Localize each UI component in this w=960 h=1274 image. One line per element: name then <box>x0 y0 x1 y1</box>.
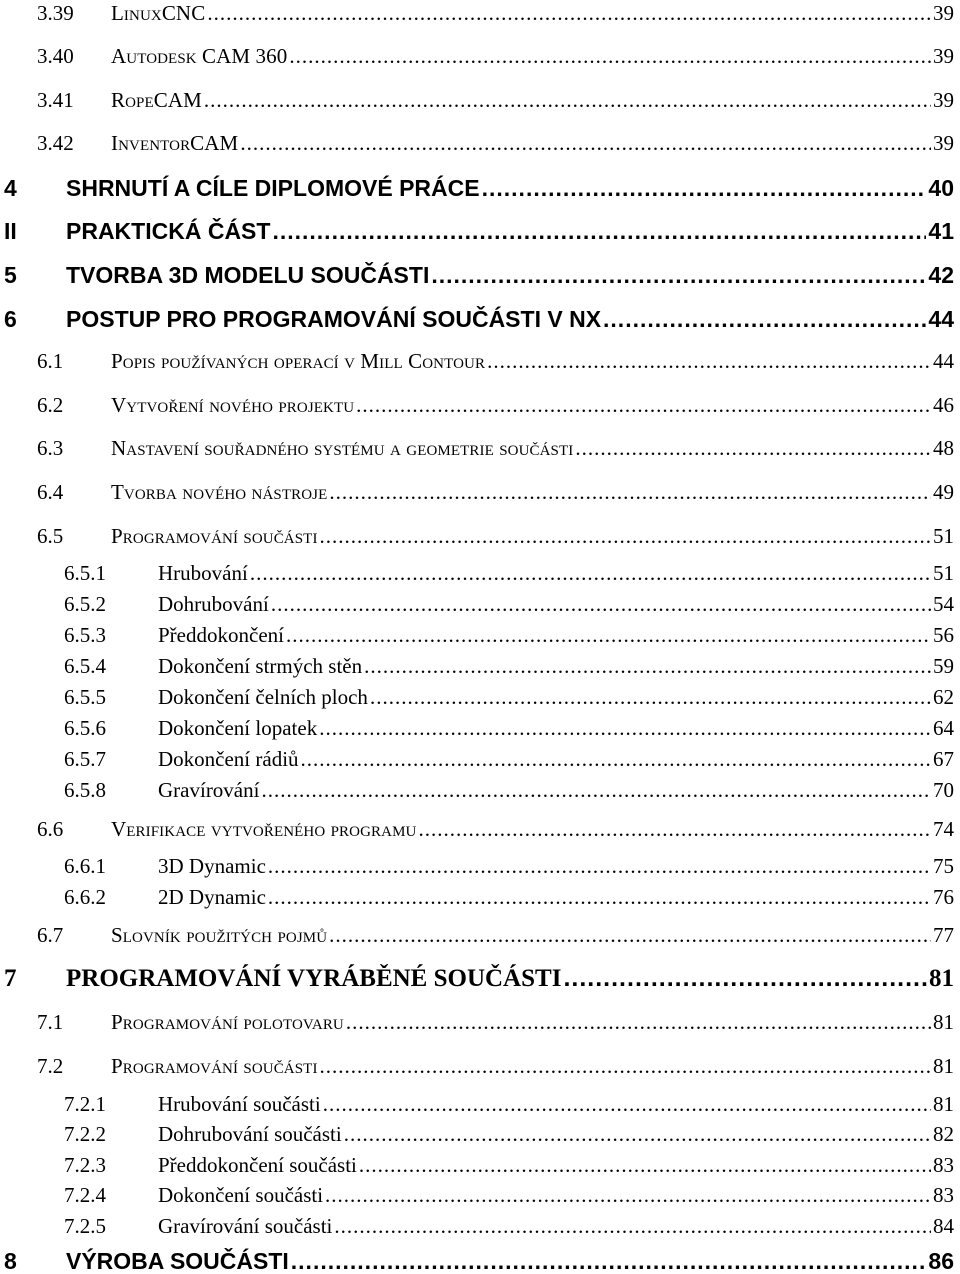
toc-entry[interactable] <box>0 438 954 459</box>
toc-title: Dohrubování <box>158 592 269 616</box>
toc-title: Dokončení lopatek <box>158 716 318 740</box>
toc-page: 62 <box>933 685 954 709</box>
toc-leader <box>575 438 931 459</box>
toc-number: 7.2.1 <box>64 1092 106 1116</box>
toc-page: 81 <box>929 965 954 992</box>
toc-leader <box>250 563 931 584</box>
toc-leader <box>268 856 931 877</box>
toc-title: SHRNUTÍ A CÍLE DIPLOMOVÉ PRÁCE <box>66 175 480 201</box>
toc-number: 7 <box>4 965 17 992</box>
toc-number: 7.2.2 <box>64 1122 106 1146</box>
toc-number: 4 <box>4 175 17 201</box>
toc-number: 7.2.4 <box>64 1183 106 1207</box>
toc-title: Tvorba nového nástroje <box>111 480 328 504</box>
toc-leader <box>356 395 931 416</box>
toc-entry[interactable] <box>0 90 954 111</box>
toc-entry[interactable] <box>0 1185 954 1206</box>
toc-number: 6.5.7 <box>64 747 106 771</box>
toc-page: 41 <box>928 218 954 244</box>
toc-title: Dokončení strmých stěn <box>158 654 363 678</box>
toc-number: 6.5.1 <box>64 561 106 585</box>
toc-page: 56 <box>933 623 954 647</box>
toc-page: 39 <box>933 1 954 25</box>
toc-number: 3.41 <box>37 88 74 112</box>
toc-page: 64 <box>933 716 954 740</box>
toc-entry[interactable] <box>0 220 954 243</box>
toc-title: 3D Dynamic <box>158 854 266 878</box>
toc-entry[interactable] <box>0 780 954 801</box>
toc-page: 51 <box>933 524 954 548</box>
toc-entry[interactable] <box>0 656 954 677</box>
toc-page: 54 <box>933 592 954 616</box>
toc-page: 83 <box>933 1183 954 1207</box>
toc-title: LinuxCNC <box>111 1 206 25</box>
toc-number: 6.7 <box>37 923 64 947</box>
toc-entry[interactable] <box>0 395 954 416</box>
toc-entry[interactable] <box>0 1250 954 1273</box>
toc-page: 59 <box>933 654 954 678</box>
toc-entry[interactable] <box>0 3 954 24</box>
toc-page: 82 <box>933 1122 954 1146</box>
toc-number: 6.5.3 <box>64 623 106 647</box>
toc-title: 2D Dynamic <box>158 885 266 909</box>
toc-number: II <box>4 218 17 244</box>
toc-page: 84 <box>933 1214 954 1238</box>
toc-entry[interactable] <box>0 1012 954 1033</box>
toc-leader <box>301 749 931 770</box>
toc-leader <box>286 625 931 646</box>
toc-title: InventorCAM <box>111 131 239 155</box>
toc-entry[interactable] <box>0 264 954 287</box>
toc-leader <box>418 819 931 840</box>
toc-entry[interactable] <box>0 925 954 946</box>
toc-title: Verifikace vytvořeného programu <box>111 817 417 841</box>
toc-number: 6.6 <box>37 817 64 841</box>
toc-page: 39 <box>933 44 954 68</box>
toc-entry[interactable] <box>0 1056 954 1077</box>
toc-leader <box>320 1056 931 1077</box>
toc-number: 7.2.5 <box>64 1214 106 1238</box>
toc-leader <box>323 1094 931 1115</box>
toc-leader <box>370 687 931 708</box>
toc-number: 7.2.3 <box>64 1153 106 1177</box>
toc-page: 83 <box>933 1153 954 1177</box>
toc-entry[interactable] <box>0 966 954 991</box>
toc-title: Autodesk CAM 360 <box>111 44 288 68</box>
toc-title: TVORBA 3D MODELU SOUČÁSTI <box>66 262 430 288</box>
toc-entry[interactable] <box>0 308 954 331</box>
toc-title: Dohrubování součásti <box>158 1122 342 1146</box>
toc-title: Předdokončení <box>158 623 284 647</box>
toc-title: Hrubování <box>158 561 248 585</box>
toc-number: 6.3 <box>37 436 64 460</box>
toc-entry[interactable] <box>0 594 954 615</box>
toc-page: 75 <box>933 854 954 878</box>
toc-title: Programování součásti <box>111 1054 318 1078</box>
toc-number: 6.5.6 <box>64 716 106 740</box>
toc-leader <box>271 594 931 615</box>
toc-page: 67 <box>933 747 954 771</box>
toc-title: PRAKTICKÁ ČÁST <box>66 218 271 244</box>
toc-leader <box>482 177 927 200</box>
toc-number: 6.1 <box>37 349 64 373</box>
toc-entry[interactable] <box>0 1094 954 1115</box>
toc-leader <box>364 656 931 677</box>
toc-title: POSTUP PRO PROGRAMOVÁNÍ SOUČÁSTI V NX <box>66 306 602 332</box>
toc-number: 3.39 <box>37 1 74 25</box>
toc-number: 6.5.2 <box>64 592 106 616</box>
toc-entry[interactable] <box>0 819 954 840</box>
toc-number: 6.5.4 <box>64 654 106 678</box>
toc-leader <box>320 526 931 547</box>
toc-leader <box>329 482 931 503</box>
toc-entry[interactable] <box>0 46 954 67</box>
toc-entry[interactable] <box>0 177 954 200</box>
toc-leader <box>346 1012 931 1033</box>
toc-leader <box>329 925 931 946</box>
toc-title: Gravírování součásti <box>158 1214 333 1238</box>
toc-entry[interactable] <box>0 1124 954 1145</box>
toc-number: 3.40 <box>37 44 74 68</box>
toc-title: PROGRAMOVÁNÍ VYRÁBĚNÉ SOUČÁSTI <box>66 965 562 992</box>
toc-leader <box>603 308 926 331</box>
toc-leader <box>431 264 926 287</box>
toc-page: 48 <box>933 436 954 460</box>
toc-entry[interactable] <box>0 526 954 547</box>
toc-title: Dokončení čelních ploch <box>158 685 368 709</box>
toc-entry[interactable] <box>0 133 954 154</box>
toc-leader <box>325 1185 931 1206</box>
toc-number: 6.5 <box>37 524 64 548</box>
toc-entry[interactable] <box>0 482 954 503</box>
toc-leader <box>272 220 926 243</box>
toc-page: 39 <box>933 131 954 155</box>
toc-page: 74 <box>933 817 954 841</box>
toc-title: Hrubování součásti <box>158 1092 321 1116</box>
toc-title: Nastavení souřadného systému a geometrie součásti <box>111 436 574 460</box>
toc-number: 6 <box>4 306 17 332</box>
toc-entry[interactable] <box>0 749 954 770</box>
toc-number: 6.5.8 <box>64 778 106 802</box>
toc-leader <box>344 1124 931 1145</box>
toc-page: 81 <box>933 1054 954 1078</box>
toc-entry[interactable] <box>0 856 954 877</box>
toc-leader <box>563 966 927 991</box>
toc-title: Vytvoření nového projektu <box>111 393 355 417</box>
toc-number: 6.6.1 <box>64 854 106 878</box>
toc-leader <box>359 1155 931 1176</box>
toc-number: 5 <box>4 262 17 288</box>
toc-title: Dokončení součásti <box>158 1183 324 1207</box>
toc-entry[interactable] <box>0 718 954 739</box>
toc-page: 76 <box>933 885 954 909</box>
toc-page: 77 <box>933 923 954 947</box>
toc-entry[interactable] <box>0 1155 954 1176</box>
toc-leader <box>268 887 931 908</box>
toc-page: 81 <box>933 1092 954 1116</box>
toc-title: Dokončení rádiů <box>158 747 299 771</box>
toc-page: 39 <box>933 88 954 112</box>
toc-title: Programování polotovaru <box>111 1010 344 1034</box>
toc-leader <box>291 1250 927 1273</box>
toc-entry[interactable] <box>0 351 954 372</box>
toc-entry[interactable] <box>0 887 954 908</box>
toc-number: 8 <box>4 1248 17 1274</box>
toc-page: 40 <box>928 175 954 201</box>
toc-page: 44 <box>933 349 954 373</box>
toc-number: 3.42 <box>37 131 74 155</box>
toc-leader <box>289 46 931 67</box>
toc-page: 42 <box>928 262 954 288</box>
toc-page: 49 <box>933 480 954 504</box>
toc-number: 6.6.2 <box>64 885 106 909</box>
toc-entry[interactable] <box>0 687 954 708</box>
toc-title: Programování součásti <box>111 524 318 548</box>
toc-page: 51 <box>933 561 954 585</box>
toc-number: 7.2 <box>37 1054 64 1078</box>
toc-leader <box>207 3 931 24</box>
toc-page: 46 <box>933 393 954 417</box>
toc-leader <box>261 780 931 801</box>
toc-leader <box>334 1216 931 1237</box>
toc-leader <box>487 351 931 372</box>
toc-title: Slovník použitých pojmů <box>111 923 328 947</box>
toc-page: 86 <box>928 1248 954 1274</box>
toc-number: 6.2 <box>37 393 64 417</box>
toc-leader <box>319 718 931 739</box>
toc-leader <box>204 90 931 111</box>
toc-number: 7.1 <box>37 1010 64 1034</box>
toc-page: 81 <box>933 1010 954 1034</box>
toc-page: 44 <box>928 306 954 332</box>
toc-page: 70 <box>933 778 954 802</box>
toc-entry[interactable] <box>0 563 954 584</box>
toc-leader <box>240 133 931 154</box>
toc-entry[interactable] <box>0 625 954 646</box>
toc-title: Předdokončení součásti <box>158 1153 357 1177</box>
toc-title: Popis používaných operací v Mill Contour <box>111 349 486 373</box>
toc-number: 6.4 <box>37 480 64 504</box>
toc-title: Gravírování <box>158 778 260 802</box>
toc-number: 6.5.5 <box>64 685 106 709</box>
toc-title: RopeCAM <box>111 88 202 112</box>
toc-entry[interactable] <box>0 1216 954 1237</box>
toc-title: VÝROBA SOUČÁSTI <box>66 1248 289 1274</box>
